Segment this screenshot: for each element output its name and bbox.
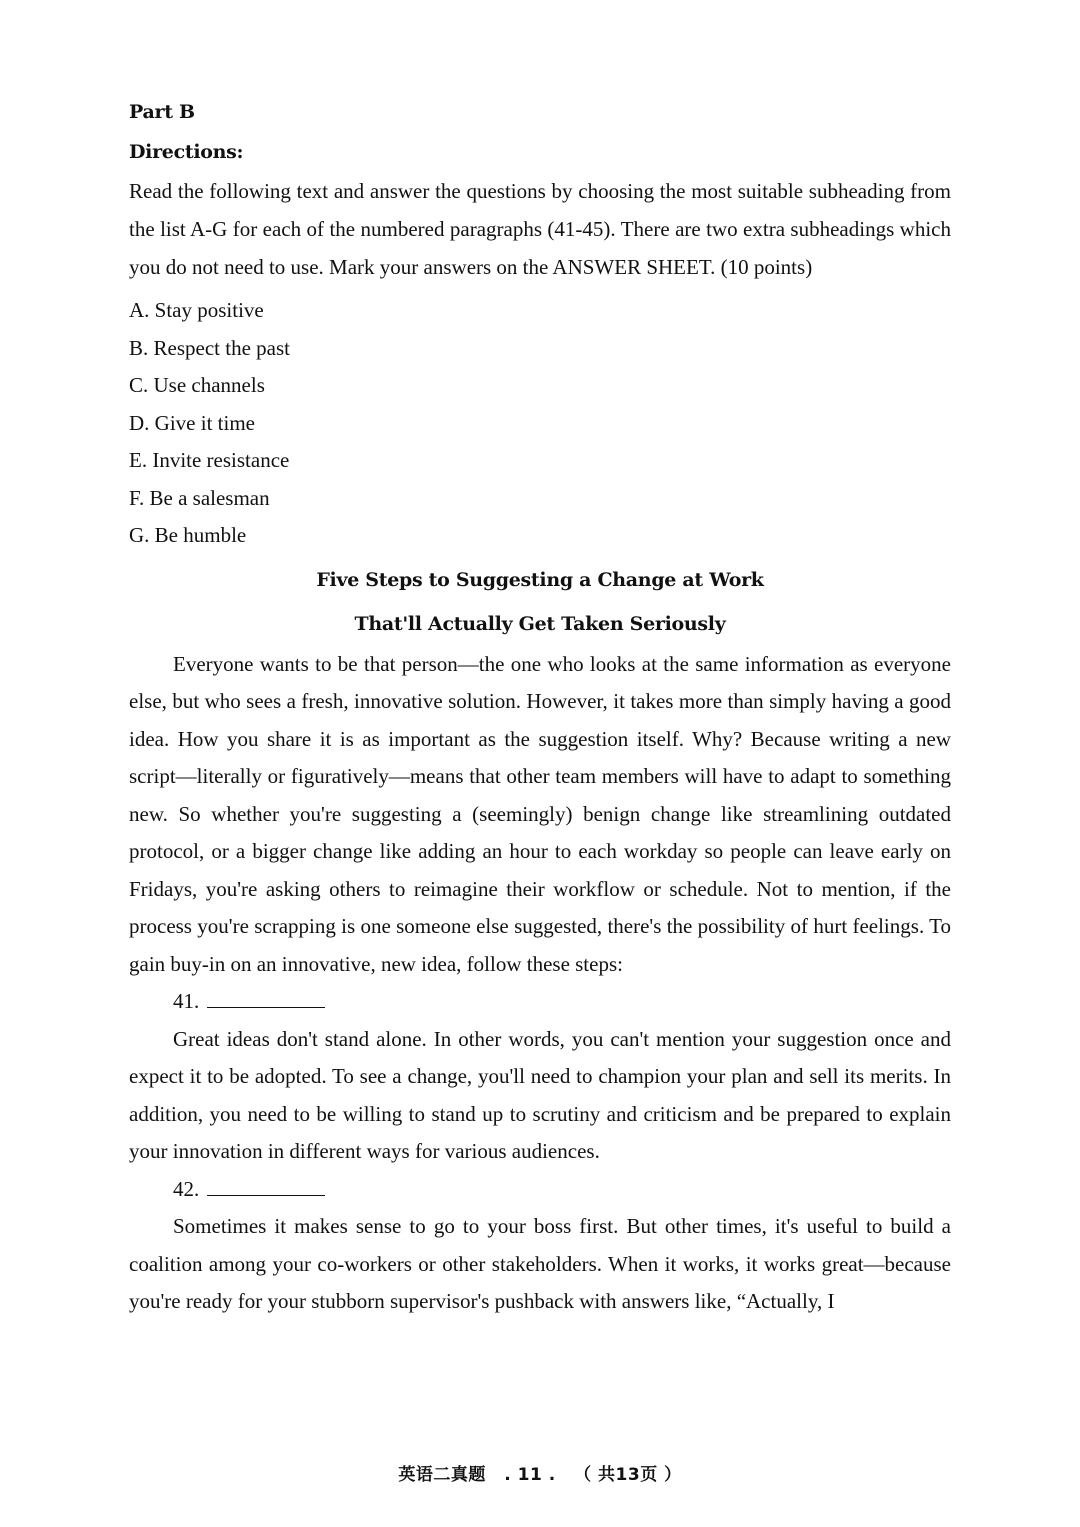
- question-41-blank: [207, 988, 325, 1008]
- page-footer: [0, 1460, 1080, 1485]
- question-41-number: 41.: [173, 989, 200, 1013]
- question-42-blank: [207, 1176, 325, 1196]
- page-content: [129, 92, 951, 1321]
- part-heading: Part B: [129, 101, 195, 123]
- question-41-line: [129, 983, 951, 1021]
- footer-total-pages: （ 共13页 ）: [574, 1465, 682, 1485]
- article-title-line2: That'll Actually Get Taken Seriously: [354, 612, 726, 635]
- intro-paragraph: Everyone wants to be that person—the one who looks at the same information as everyone else, but who sees a fresh, innovative solution. However, it takes more than simply having a good idea. How you share it is as important as the suggestion itself. Why? Because writing a new script—literally or figuratively—means that other team members will have to adapt to something new. So whether you're suggesting a (seemingly) benign change like streamlining outdated protocol, or a bigger change like adding an hour to each workday so people can leave early on Fridays, you're asking others to reimagine their workflow or schedule. Not to mention, if the process you're scrapping is one someone else suggested, there's the possibility of hurt feelings. To gain buy-in on an innovative, new idea, follow these steps:: [129, 651, 951, 976]
- footer-subject: 英语二真题: [398, 1465, 486, 1485]
- question-42-line: [129, 1171, 951, 1209]
- option-e: E. Invite resistance: [129, 448, 290, 472]
- option-g: G. Be humble: [129, 523, 247, 547]
- article-title-line1: Five Steps to Suggesting a Change at Work: [316, 568, 764, 591]
- directions-label: Directions:: [129, 141, 244, 163]
- option-a: A. Stay positive: [129, 298, 264, 322]
- option-f: F. Be a salesman: [129, 485, 270, 510]
- option-d: D. Give it time: [129, 410, 255, 435]
- directions-text: Read the following text and answer the questions by choosing the most suitable subheading from the list A-G for each of the numbered paragraphs (41-45). There are two extra subheadings which you do not need to use. Mark your answers on the ANSWER SHEET. (10 points): [129, 179, 951, 279]
- option-b: B. Respect the past: [129, 335, 290, 360]
- question-42-number: 42.: [173, 1176, 200, 1201]
- option-c: C. Use channels: [129, 373, 265, 397]
- footer-page-number: . 11 .: [504, 1465, 556, 1485]
- question-41-paragraph: Great ideas don't stand alone. In other words, you can't mention your suggestion once and expect it to be adopted. To see a change, you'll need to champion your plan and sell its merits. In addition, you need to be willing to stand up to scrutiny and criticism and be prepared to explain your innovation in different ways for various audiences.: [129, 1026, 951, 1163]
- subheading-options: [129, 292, 951, 555]
- question-42-paragraph: Sometimes it makes sense to go to your boss first. But other times, it's useful to build a coalition among your co-workers or other stakeholders. When it works, it works great—because you're ready for your stubborn supervisor's pushback with answers like, “Actually, I: [129, 1214, 951, 1313]
